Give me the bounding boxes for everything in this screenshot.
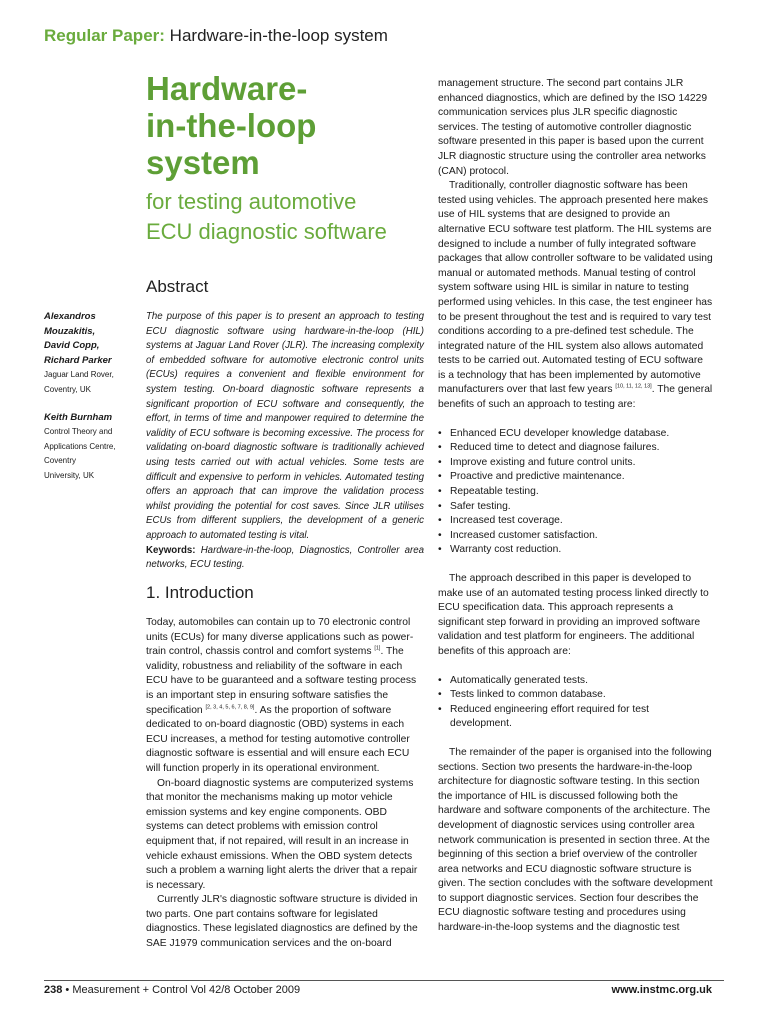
- keywords-text: Hardware-in-the-loop, Diagnostics, Controller area networks, ECU testing.: [146, 544, 424, 571]
- author-affiliation: University, UK: [44, 470, 95, 480]
- list-item: • Warranty cost reduction.: [438, 543, 713, 558]
- list-item: • Increased customer satisfaction.: [438, 529, 713, 544]
- text-run: . The validity, robustness and reliability of the software in each ECU have to be guaranteed and a software testing process is an important step in ensuring software satisfies the specification: [146, 646, 417, 716]
- running-header: [44, 26, 388, 46]
- author-name: David Copp,: [44, 340, 100, 352]
- list-item: • Improve existing and future control units.: [438, 456, 713, 471]
- text-run: . The general benefits of such an approach to testing are:: [438, 384, 713, 411]
- introduction-column: [146, 616, 422, 952]
- abstract-heading: Abstract: [146, 277, 209, 296]
- header-topic: Hardware-in-the-loop system: [169, 26, 388, 45]
- page-footer: [44, 984, 300, 996]
- author-list: [44, 310, 139, 484]
- list-item: • Repeatable testing.: [438, 485, 713, 500]
- list-item: • Reduced time to detect and diagnose failures.: [438, 441, 713, 456]
- author-affiliation: Jaguar Land Rover,: [44, 370, 114, 380]
- body-paragraph: Currently JLR's diagnostic software structure is divided in two parts. One part contains software for legislated diagnostics. These legislated diagnostics are defined by the SAE J1979 communication services and the on-board: [146, 894, 418, 950]
- paper-type-label: Regular Paper:: [44, 26, 165, 45]
- footer-divider: [44, 980, 724, 981]
- paper-subtitle: [146, 187, 426, 247]
- list-item: • Enhanced ECU developer knowledge database.: [438, 427, 713, 442]
- paper-title: [146, 70, 426, 181]
- citation: [2, 3, 4, 5, 6, 7, 8, 9]: [205, 704, 255, 711]
- list-item: • Automatically generated tests.: [438, 674, 713, 689]
- list-item: • Reduced engineering effort required for test development.: [438, 703, 713, 732]
- citation: [1]: [374, 645, 381, 652]
- abstract-text: [146, 310, 424, 573]
- section-heading-introduction: 1. Introduction: [146, 583, 254, 602]
- subtitle-line: for testing automotive: [146, 189, 357, 214]
- list-item: • Tests linked to common database.: [438, 688, 713, 703]
- list-item: • Safer testing.: [438, 500, 713, 515]
- citation: [10, 11, 12, 13]: [615, 384, 652, 391]
- text-run: Today, automobiles can contain up to 70 electronic control units (ECUs) for many diverse applications such as power-train control, chassis control and comfort systems: [146, 617, 414, 658]
- footer-separator: •: [65, 984, 70, 996]
- list-item: • Proactive and predictive maintenance.: [438, 470, 713, 485]
- additional-benefits-list: [438, 674, 713, 732]
- author-name: Keith Burnham: [44, 411, 113, 423]
- author-affiliation: Coventry, UK: [44, 384, 91, 394]
- abstract-paragraph: The purpose of this paper is to present an approach to testing ECU diagnostic software using hardware-in-the-loop (HIL) systems at Jaguar Land Rover (JLR). The increasing complexity of embedded software for automotive electronic control units (ECUs) requires a convenient and flexible environment for system testing. On-board diagnostic software represents a significant proportion of ECU software and consequently, the effort, in terms of time and manpower required to determine the validity of ECU software is becoming excessive. The process for validating on-board diagnostic software is traditionally achieved using tests carried out with actual vehicles. Some tests are difficult and expensive to perform in vehicles. Automated testing offers an approach that can improve the validation process whilst providing the potential for cost saves. Since JLR utilises ECUs from different suppliers, the development of a generic approach to automated testing is vital.: [146, 311, 424, 541]
- author-affiliation: Control Theory and: [44, 427, 113, 437]
- author-name: Mouzakitis,: [44, 325, 96, 337]
- title-line: Hardware-: [146, 70, 308, 107]
- body-paragraph: The approach described in this paper is developed to make use of an automated testing process linked directly to ECU specification data. This approach represents a significant step forward in providing an improved software validation and test platform for engineers. The additional benefits of this approach are:: [438, 573, 709, 657]
- journal-citation: Measurement + Control Vol 42/8 October 2009: [72, 984, 301, 996]
- body-paragraph: [438, 179, 713, 413]
- title-line: system: [146, 144, 260, 181]
- body-paragraph: management structure. The second part contains JLR enhanced diagnostics, which are defined by the ISO 14229 communication services plus JLR specific diagnostic services. The testing of automotive controller diagnostic software presented in this paper is based upon the current JLR diagnostic structure using the controller area networks (CAN) protocol.: [438, 78, 708, 177]
- page-number: 238: [44, 984, 63, 996]
- footer-url: www.instmc.org.uk: [611, 984, 712, 996]
- list-item: • Increased test coverage.: [438, 514, 713, 529]
- body-paragraph: On-board diagnostic systems are computerized systems that monitor the mechanisms making up motor vehicle emission systems and key engine components. OBD systems can detect problems with emission control equipment that, if not repaired, will result in an increase in vehicle exhaust emissions. When the OBD system detects such a problem a warning light alerts the driver that a repair is necessary.: [146, 777, 418, 891]
- title-block: [146, 70, 426, 247]
- author-name: Alexandros: [44, 311, 96, 322]
- keywords-label: Keywords:: [146, 544, 196, 556]
- text-run: Traditionally, controller diagnostic software has been tested using vehicles. The approach presented here makes use of HIL systems that are designed to provide an alternative ECU software test platform. The HIL systems are designed to include a number of fully integrated software packages that allow controller software to be validated using manual or automated methods. Manual testing of control system software using HIL is similar in nature to testing performed using vehicles. In this case, the test engineer has to be present throughout the test and is required to vary test conditions according to a pre-defined test schedule. The integrated nature of the HIL system also allows automated tests to be carried out. Automated testing of ECU software is a technology that has been implemented by automotive manufacturers over that last few years: [438, 180, 713, 396]
- author-affiliation: Applications Centre, Coventry: [44, 441, 116, 466]
- text-run: . As the proportion of software dedicated to on-board diagnostic (OBD) systems in each ECU increases, a method for testing automotive controller diagnostic software is essential and will ensure each ECU will function properly in its operational environment.: [146, 704, 410, 774]
- body-paragraph: The remainder of the paper is organised into the following sections. Section two presents the hardware-in-the-loop architecture for diagnostic software testing. In this section the importance of HIL is discussed following both the hardware and software components of the architecture. The development of diagnostic services using controller area network communication is presented in section three. At the beginning of this section a brief overview of the controller area networks and ECU diagnostic software structure is given. The section concludes with the software development to support diagnostic services. Section four describes the ECU diagnostic software testing and procedures using hardware-in-the-loop systems and the diagnostic test: [438, 746, 713, 934]
- author-name: Richard Parker: [44, 354, 112, 366]
- title-line: in-the-loop: [146, 107, 317, 144]
- benefits-list: [438, 427, 713, 558]
- body-paragraph: [146, 616, 422, 777]
- subtitle-line: ECU diagnostic software: [146, 219, 387, 244]
- right-column: [438, 77, 713, 936]
